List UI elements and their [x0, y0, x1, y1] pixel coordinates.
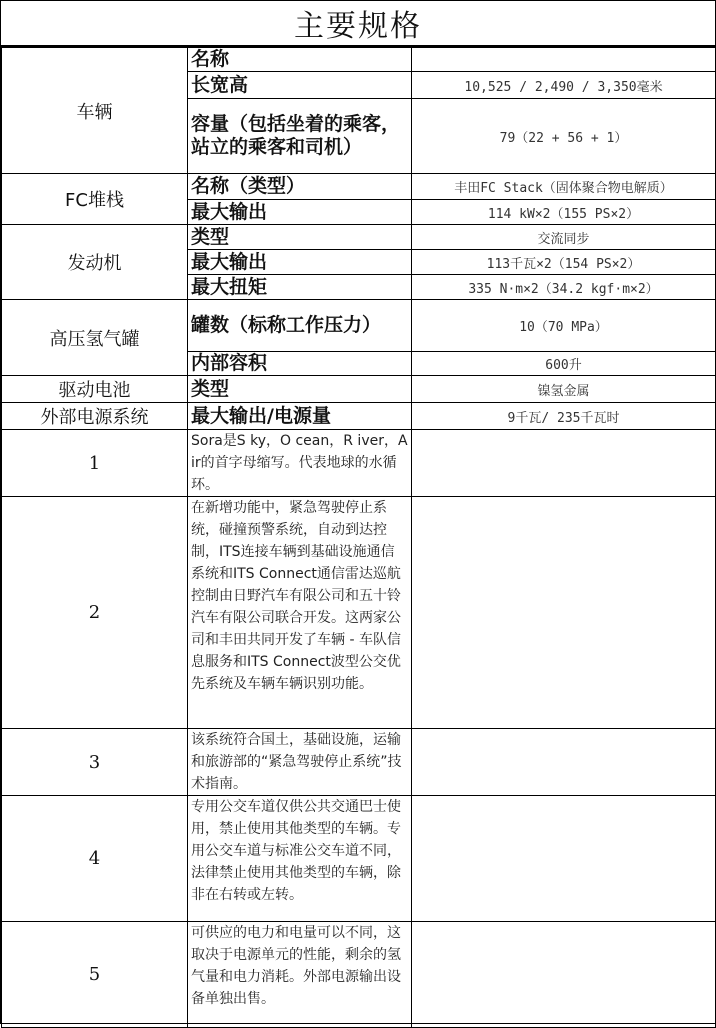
table-row: [2, 225, 716, 250]
category-motor: 发动机: [2, 225, 188, 300]
value-fc-output: 114 kW×2（155 PS×2）: [412, 200, 716, 225]
category-external-power: 外部电源系统: [2, 403, 188, 430]
value-motor-torque: 335 N·m×2（34.2 kgf·m×2）: [412, 275, 716, 300]
value-motor-type: 交流同步: [412, 225, 716, 250]
value-fc-type: 丰田FC Stack（固体聚合物电解质）: [412, 174, 716, 200]
note-row: [2, 729, 716, 796]
note-empty-cell: [412, 729, 716, 796]
note-empty-cell: [412, 922, 716, 1028]
page-title: 主要规格: [1, 1, 715, 47]
note-row: [2, 922, 716, 1028]
value-name: [412, 48, 716, 72]
note-number: 2: [2, 497, 188, 729]
note-text: 可供应的电力和电量可以不同，这取决于电源单元的性能，剩余的氢气量和电力消耗。外部电源输出设备单独出售。: [188, 922, 412, 1028]
note-row: [2, 430, 716, 497]
value-tank-count: 10（70 MPa）: [412, 300, 716, 352]
spec-table: [1, 47, 716, 1028]
note-number: 3: [2, 729, 188, 796]
label-motor-output: 最大输出: [188, 250, 412, 275]
category-battery: 驱动电池: [2, 376, 188, 403]
value-dimensions: 10,525 / 2,490 / 3,350毫米: [412, 72, 716, 99]
note-number: 5: [2, 922, 188, 1028]
category-vehicle: 车辆: [2, 48, 188, 174]
label-name: 名称: [188, 48, 412, 72]
label-tank-volume: 内部容积: [188, 352, 412, 376]
label-motor-type: 类型: [188, 225, 412, 250]
label-battery-type: 类型: [188, 376, 412, 403]
note-text: Sora是S ky，O cean，R iver，A ir的首字母缩写。代表地球的水循环。: [188, 430, 412, 497]
label-fc-output: 最大输出: [188, 200, 412, 225]
note-number: 4: [2, 796, 188, 922]
table-row: [2, 174, 716, 200]
label-motor-torque: 最大扭矩: [188, 275, 412, 300]
note-empty-cell: [412, 497, 716, 729]
category-h2-tank: 高压氢气罐: [2, 300, 188, 376]
table-row: [2, 300, 716, 352]
note-row: [2, 796, 716, 922]
value-tank-volume: 600升: [412, 352, 716, 376]
note-row: [2, 497, 716, 729]
table-row: [2, 376, 716, 403]
value-motor-output: 113千瓦×2（154 PS×2）: [412, 250, 716, 275]
table-row: [2, 48, 716, 72]
note-empty-cell: [412, 430, 716, 497]
table-row: [2, 403, 716, 430]
value-battery-type: 镍氢金属: [412, 376, 716, 403]
label-fc-type: 名称（类型）: [188, 174, 412, 200]
note-number: 1: [2, 430, 188, 497]
value-external-power: 9千瓦/ 235千瓦时: [412, 403, 716, 430]
note-text: 该系统符合国土，基础设施，运输和旅游部的“紧急驾驶停止系统”技术指南。: [188, 729, 412, 796]
label-capacity: 容量（包括坐着的乘客，站立的乘客和司机）: [188, 99, 412, 174]
value-capacity: 79（22 + 56 + 1）: [412, 99, 716, 174]
note-empty-cell: [412, 796, 716, 922]
label-tank-count: 罐数（标称工作压力）: [188, 300, 412, 352]
note-text: 专用公交车道仅供公共交通巴士使用，禁止使用其他类型的车辆。专用公交车道与标准公交车道不同，法律禁止使用其他类型的车辆，除非在右转或左转。: [188, 796, 412, 922]
label-external-power: 最大输出/电源量: [188, 403, 412, 430]
note-text: 在新增功能中，紧急驾驶停止系统，碰撞预警系统，自动到达控制，ITS连接车辆到基础设施通信系统和ITS Connect通信雷达巡航控制由日野汽车有限公司和五十铃汽车有限公司联合开发。这两家公司和丰田共同开发了车辆 - 车队信息服务和ITS Connect波型公交优先系统及车辆车辆识别功能。: [188, 497, 412, 729]
label-dimensions: 长宽高: [188, 72, 412, 99]
category-fc-stack: FC堆栈: [2, 174, 188, 225]
